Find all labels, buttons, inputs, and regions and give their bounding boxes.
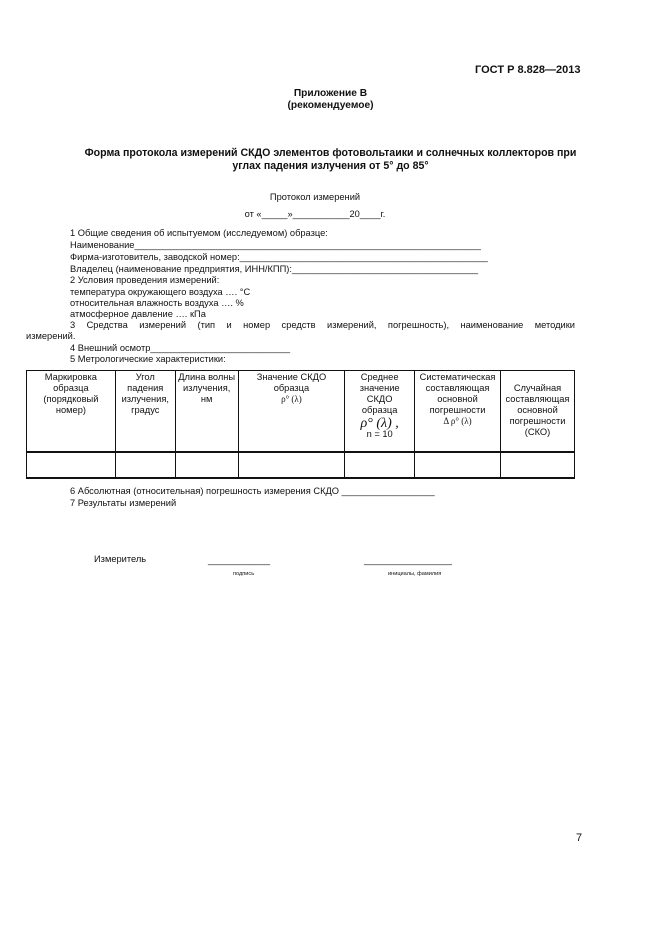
table-cell — [345, 452, 415, 478]
section-3-line2: измерений. — [26, 331, 76, 341]
mean-rho-formula: ρ° (λ) , — [360, 416, 399, 431]
header-mean-skdo: Среднее значение СКДО образца ρ° (λ) , n = 10 — [345, 371, 415, 453]
table-header-row — [27, 371, 575, 453]
header-sample-marking: Маркировка образца (порядковый номер) — [27, 371, 116, 453]
section-1-title: 1 Общие сведения об испытуемом (исследуемом) образце: — [70, 228, 328, 238]
header-incidence-angle: Угол падения излучения, градус — [115, 371, 175, 453]
document-title-line1: Форма протокола измерений СКДО элементов фотовольтаики и солнечных коллекторов при — [84, 147, 577, 159]
name-line: _________________ — [364, 555, 452, 565]
section-6-error: 6 Абсолютная (относительная) погрешность измерения СКДО __________________ — [70, 486, 435, 496]
name-caption: инициалы, фамилия — [388, 571, 442, 577]
section-4-visual-inspection: 4 Внешний осмотр___________________________ — [70, 343, 291, 353]
header-wavelength: Длина волны излучения, нм — [175, 371, 238, 453]
section-1-owner-field: Владелец (наименование предприятия, ИНН/КПП):____________________________________ — [70, 264, 479, 274]
appendix-label: Приложение В — [293, 88, 368, 99]
rho-formula: ρ° (λ) — [281, 394, 302, 404]
section-2-temperature: температура окружающего воздуха …. °С — [70, 287, 251, 297]
table-cell — [415, 452, 501, 478]
metrology-table — [26, 370, 575, 479]
table-cell — [27, 452, 116, 478]
sample-count: n = 10 — [366, 429, 393, 439]
signature-caption: подпись — [233, 571, 255, 577]
header-systematic-error: Систематическая составляющая основной погрешности Δ ρ° (λ) — [415, 371, 501, 453]
section-7-results: 7 Результаты измерений — [70, 498, 177, 508]
section-5-title: 5 Метрологические характеристики: — [70, 354, 226, 364]
section-2-pressure: атмосферное давление …. кПа — [70, 309, 206, 319]
protocol-heading: Протокол измерений — [269, 192, 361, 202]
section-1-name-field: Наименование___________________________________________________________________ — [70, 240, 481, 250]
protocol-date-line: от «_____»___________20____г. — [244, 209, 386, 219]
table-cell — [501, 452, 575, 478]
table-cell — [115, 452, 175, 478]
table-cell — [238, 452, 345, 478]
section-2-title: 2 Условия проведения измерений: — [70, 275, 220, 285]
table-row — [27, 452, 575, 478]
header-random-error: Случайная составляющая основной погрешности (СКО) — [501, 371, 575, 453]
section-3-line1: 3 Средства измерений (тип и номер средств измерений, погрешность), наименование методики — [70, 320, 575, 330]
section-2-humidity: относительная влажность воздуха …. % — [70, 298, 244, 308]
appendix-status: (рекомендуемое) — [287, 100, 374, 111]
signature-role: Измеритель — [94, 554, 147, 564]
page-number: 7 — [576, 832, 583, 844]
header-skdo-value: Значение СКДО образца ρ° (λ) — [238, 371, 345, 453]
signature-line: ____________ — [208, 555, 271, 565]
delta-rho-formula: Δ ρ° (λ) — [443, 416, 472, 426]
standard-number: ГОСТ Р 8.828—2013 — [475, 64, 581, 76]
document-title-line2: углах падения излучения от 5° до 85° — [232, 160, 429, 172]
table-cell — [175, 452, 238, 478]
section-1-maker-field: Фирма-изготовитель, заводской номер:________________________________________________ — [70, 252, 488, 262]
